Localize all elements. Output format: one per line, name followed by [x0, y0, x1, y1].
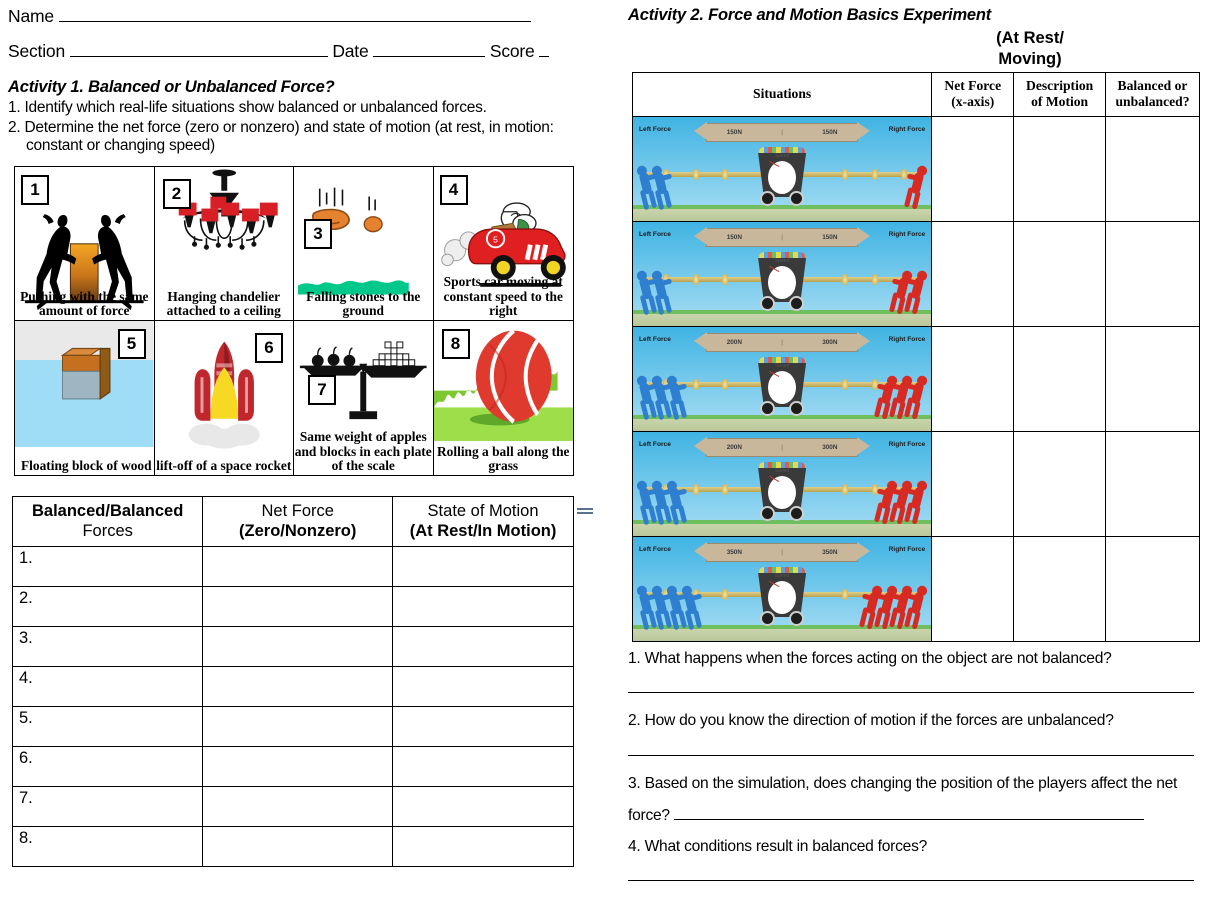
answer-cell-description-of-motion[interactable] [1014, 537, 1106, 642]
puller-leg [678, 505, 687, 524]
table-row [13, 747, 574, 787]
left-force-label: Left Force [639, 441, 671, 448]
date-label: Date [332, 41, 369, 61]
puller-leg [663, 190, 672, 209]
column-header-net-force-line2: (Zero/Nonzero) [239, 522, 357, 540]
left-force-value: 150N [726, 129, 742, 136]
answer-cell-net-force[interactable] [203, 627, 393, 667]
arrow-head-left [694, 122, 707, 140]
left-column [0, 0, 600, 900]
speedometer-label: Speed [774, 468, 790, 474]
simulation-cell-5 [633, 537, 932, 642]
desc-line2: of Motion [1031, 94, 1089, 109]
question-3-force-label: force? [628, 807, 674, 824]
answer-cell-description-of-motion[interactable] [1014, 432, 1106, 537]
right-force-value: 150N [822, 234, 838, 241]
rope-knot [722, 379, 728, 390]
table-row [13, 827, 574, 867]
at-rest-note-line2: Moving) [998, 50, 1062, 68]
situation-cell-5 [15, 321, 155, 475]
situation-number-6: 6 [255, 333, 283, 363]
table-row [13, 707, 574, 747]
answer-cell-state[interactable] [393, 787, 574, 827]
speedometer-label: Speed [774, 363, 790, 369]
puller-leg [912, 401, 921, 420]
column-header-state-line1: State of Motion [427, 502, 539, 520]
svg-text:5: 5 [492, 234, 498, 245]
rope-knot [722, 169, 728, 180]
left-force-value: 200N [726, 339, 742, 346]
cart-wheel-left [760, 191, 775, 206]
arrow-divider: | [781, 129, 783, 136]
situation-cell-4 [434, 167, 574, 321]
arrow-head-left [694, 227, 707, 245]
cart-wheel-right [789, 611, 804, 626]
cart [755, 250, 809, 308]
right-force-label: Right Force [888, 231, 926, 238]
arrow-head-left [694, 332, 707, 350]
selection-handle-marker [577, 508, 593, 515]
tug-of-war-illustration [633, 222, 931, 326]
speedometer-dial [768, 161, 796, 194]
column-header-forces-line2: Forces [82, 522, 133, 540]
right-force-label: Right Force [888, 441, 926, 448]
arrow-head-left [694, 542, 707, 560]
answer-cell-description-of-motion[interactable] [1014, 327, 1106, 432]
situation-caption-4: Sports car moving at constant speed to the right [443, 274, 563, 319]
right-force-label: Right Force [888, 336, 926, 343]
section-blank[interactable] [70, 43, 328, 57]
speedometer-label: Speed [774, 258, 790, 264]
puller-leg [693, 610, 702, 629]
situation-caption-5: Floating block of wood [21, 458, 152, 474]
situation-number-7: 7 [308, 375, 336, 405]
puller-leg [867, 611, 876, 630]
arrow-head-right [857, 122, 870, 140]
row-number: 6. [13, 747, 203, 787]
puller-leg [897, 296, 906, 315]
puller-leg [912, 191, 921, 210]
row-number: 3. [13, 627, 203, 667]
column-header-situations: Situations [633, 73, 932, 117]
table-row [13, 667, 574, 707]
question-4: 4. What conditions result in balanced forces? [628, 838, 928, 855]
situation-cell-1 [15, 167, 155, 321]
simulation-cell-2 [633, 222, 932, 327]
net-force-line1: Net Force [944, 78, 1002, 93]
answer-cell-net-force[interactable] [203, 787, 393, 827]
cart-wheel-right [789, 191, 804, 206]
situation-cell-2 [155, 167, 295, 321]
rope-knot [722, 589, 728, 600]
situation-number-4: 4 [440, 175, 468, 205]
right-force-label: Right Force [888, 126, 926, 133]
puller-leg [912, 611, 921, 630]
cart-wheel-right [789, 401, 804, 416]
cart [755, 145, 809, 203]
tug-of-war-illustration [633, 117, 931, 221]
rope-knot [722, 274, 728, 285]
row-number: 7. [13, 787, 203, 827]
section-label: Section [8, 41, 65, 61]
speedometer-label: Speed [774, 153, 790, 159]
answer-line-3[interactable] [674, 806, 1144, 820]
activity1-instruction-1: 1. Identify which real-life situations show balanced or unbalanced forces. [8, 99, 487, 116]
situation-caption-7: Same weight of apples and blocks in each plate of the scale [294, 429, 432, 474]
answer-cell-net-force[interactable] [932, 327, 1014, 432]
tug-of-war-illustration [633, 537, 931, 641]
force-arrow [706, 123, 858, 142]
answer-cell-net-force[interactable] [203, 827, 393, 867]
answer-cell-balanced-or-unbalanced[interactable] [1105, 117, 1199, 222]
arrow-divider: | [781, 234, 783, 241]
table-row [633, 117, 1200, 222]
net-force-line2: (x-axis) [951, 94, 995, 109]
answer-cell-net-force[interactable] [203, 547, 393, 587]
rope-knot [722, 484, 728, 495]
answer-cell-net-force[interactable] [932, 117, 1014, 222]
situation-caption-2: Hanging chandelier attached to a ceiling [166, 288, 281, 319]
answer-cell-balanced-or-unbalanced[interactable] [1105, 222, 1199, 327]
force-arrow [706, 228, 858, 247]
left-force-label: Left Force [639, 126, 671, 133]
puller-leg [912, 296, 921, 315]
answer-cell-state[interactable] [393, 627, 574, 667]
table-row [633, 537, 1200, 642]
situation-caption-8: Rolling a ball along the grass [437, 443, 570, 474]
activity1-answer-rows [13, 547, 574, 867]
table-row [13, 587, 574, 627]
answer-cell-net-force[interactable] [203, 707, 393, 747]
column-header-balanced-or-unbalanced [1105, 73, 1199, 117]
column-header-forces [13, 497, 203, 547]
cart-wheel-left [760, 506, 775, 521]
cart-wheel-left [760, 296, 775, 311]
puller-leg [663, 295, 672, 314]
answer-cell-net-force[interactable] [203, 747, 393, 787]
row-number: 4. [13, 667, 203, 707]
name-blank[interactable] [59, 8, 531, 22]
answer-cell-description-of-motion[interactable] [1014, 222, 1106, 327]
answer-cell-balanced-or-unbalanced[interactable] [1105, 537, 1199, 642]
cart [755, 355, 809, 413]
right-force-label: Right Force [888, 546, 926, 553]
situation-caption-3: Falling stones to the ground [306, 288, 421, 319]
activity1-answer-table [12, 496, 574, 867]
answer-cell-net-force[interactable] [932, 537, 1014, 642]
rope-knot [842, 274, 848, 285]
force-arrow [706, 438, 858, 457]
rope-knot [872, 274, 878, 285]
speedometer-dial [768, 371, 796, 404]
desc-line1: Description [1026, 78, 1094, 93]
score-blank[interactable] [539, 43, 549, 57]
tug-of-war-illustration [633, 432, 931, 536]
table-row [13, 547, 574, 587]
activity2-experiment-table [632, 72, 1200, 642]
column-header-net-force [203, 497, 393, 547]
answer-cell-state[interactable] [393, 587, 574, 627]
cart-wheel-left [760, 401, 775, 416]
puller-leg [912, 506, 921, 525]
simulation-cell-3 [633, 327, 932, 432]
date-blank[interactable] [373, 43, 485, 57]
grass-line [633, 205, 931, 209]
rope-knot [693, 169, 699, 180]
arrow-head-right [857, 542, 870, 560]
rope-knot [872, 169, 878, 180]
arrow-divider: | [781, 549, 783, 556]
table-header-row [633, 73, 1200, 117]
row-number: 1. [13, 547, 203, 587]
puller-leg [882, 401, 891, 420]
force-arrow [706, 333, 858, 352]
situation-cell-3 [294, 167, 434, 321]
cart [755, 460, 809, 518]
arrow-head-right [857, 437, 870, 455]
situation-caption-6: lift-off of a space rocket [156, 458, 292, 474]
puller-leg [897, 401, 906, 420]
at-rest-note-line1: (At Rest/ [996, 29, 1064, 47]
table-header-row [13, 497, 574, 547]
name-field-row [8, 6, 586, 27]
puller-leg [678, 400, 687, 419]
rope-knot [693, 379, 699, 390]
left-force-label: Left Force [639, 336, 671, 343]
cart-wheel-left [760, 611, 775, 626]
rope-knot [842, 589, 848, 600]
column-header-state-of-motion [393, 497, 574, 547]
row-number: 2. [13, 587, 203, 627]
column-header-description-of-motion [1014, 73, 1106, 117]
bal-line1: Balanced or [1117, 78, 1188, 93]
puller-leg [882, 506, 891, 525]
arrow-head-left [694, 437, 707, 455]
activity1-title: Activity 1. Balanced or Unbalanced Force? [8, 78, 335, 96]
left-force-value: 350N [726, 549, 742, 556]
answer-cell-state[interactable] [393, 547, 574, 587]
column-header-net-force-line1: Net Force [261, 502, 334, 520]
arrow-divider: | [781, 444, 783, 451]
cart [755, 565, 809, 623]
answer-cell-state[interactable] [393, 747, 574, 787]
right-force-value: 300N [822, 444, 838, 451]
answer-cell-net-force[interactable] [932, 432, 1014, 537]
left-force-label: Left Force [639, 546, 671, 553]
question-1: 1. What happens when the forces acting on the object are not balanced? [628, 650, 1112, 667]
arrow-head-right [857, 227, 870, 245]
left-force-label: Left Force [639, 231, 671, 238]
force-arrow [706, 543, 858, 562]
situation-cell-7 [294, 321, 434, 475]
column-header-state-line2: (At Rest/In Motion) [409, 522, 557, 540]
activity2-simulation-rows [633, 117, 1200, 642]
right-force-value: 350N [822, 549, 838, 556]
question-2: 2. How do you know the direction of motion if the forces are unbalanced? [628, 712, 1114, 729]
row-number: 8. [13, 827, 203, 867]
table-row [633, 432, 1200, 537]
situation-number-1: 1 [21, 175, 49, 205]
question-3-continued [628, 806, 1194, 825]
left-force-value: 200N [726, 444, 742, 451]
right-column [612, 0, 1211, 900]
speedometer-dial [768, 476, 796, 509]
puller-leg [897, 611, 906, 630]
cart-wheel-right [789, 506, 804, 521]
row-number: 5. [13, 707, 203, 747]
score-label: Score [489, 41, 535, 61]
rope-knot [842, 379, 848, 390]
table-row [13, 627, 574, 667]
table-row [633, 222, 1200, 327]
column-header-forces-line1: Balanced/Balanced [32, 502, 184, 520]
activity2-title: Activity 2. Force and Motion Basics Experiment [628, 6, 992, 24]
section-field-row [8, 41, 586, 62]
right-force-value: 150N [822, 129, 838, 136]
answer-line-4[interactable] [628, 880, 1194, 881]
answer-cell-state[interactable] [393, 827, 574, 867]
situation-number-5: 5 [118, 329, 146, 359]
table-row [633, 327, 1200, 432]
puller-leg [882, 611, 891, 630]
rope-knot [842, 484, 848, 495]
answer-cell-description-of-motion[interactable] [1014, 117, 1106, 222]
answer-cell-net-force[interactable] [932, 222, 1014, 327]
simulation-cell-4 [633, 432, 932, 537]
question-3: 3. Based on the simulation, does changing the position of the players affect the net [628, 775, 1178, 792]
table-row [13, 787, 574, 827]
tug-of-war-illustration [633, 327, 931, 431]
puller-leg [897, 506, 906, 525]
answer-line-1[interactable] [628, 692, 1194, 693]
situation-caption-1: Pushing with the same amount of force [20, 288, 149, 319]
at-rest-moving-note [930, 28, 1130, 70]
speedometer-dial [768, 581, 796, 614]
situation-picture-grid [14, 166, 574, 476]
situation-number-3: 3 [304, 219, 332, 249]
situation-cell-6 [155, 321, 295, 475]
column-header-net-force-x [932, 73, 1014, 117]
left-force-value: 150N [726, 234, 742, 241]
bal-line2: unbalanced? [1115, 94, 1190, 109]
rope-knot [842, 169, 848, 180]
answer-cell-balanced-or-unbalanced[interactable] [1105, 432, 1199, 537]
speedometer-dial [768, 266, 796, 299]
cart-wheel-right [789, 296, 804, 311]
answer-cell-net-force[interactable] [203, 667, 393, 707]
situation-number-2: 2 [163, 179, 191, 209]
situation-number-8: 8 [442, 329, 470, 359]
arrow-head-right [857, 332, 870, 350]
answer-line-2[interactable] [628, 755, 1194, 756]
answer-cell-net-force[interactable] [203, 587, 393, 627]
arrow-divider: | [781, 339, 783, 346]
answer-cell-balanced-or-unbalanced[interactable] [1105, 327, 1199, 432]
activity1-instruction-2-continued: constant or changing speed) [26, 137, 215, 154]
answer-cell-state[interactable] [393, 707, 574, 747]
answer-cell-state[interactable] [393, 667, 574, 707]
activity1-instruction-2: 2. Determine the net force (zero or nonzero) and state of motion (at rest, in motion: [8, 119, 554, 136]
name-label: Name [8, 6, 54, 26]
right-force-value: 300N [822, 339, 838, 346]
simulation-cell-1 [633, 117, 932, 222]
rope-knot [693, 274, 699, 285]
rope-knot [693, 484, 699, 495]
situation-cell-8 [434, 321, 574, 475]
speedometer-label: Speed [774, 573, 790, 579]
